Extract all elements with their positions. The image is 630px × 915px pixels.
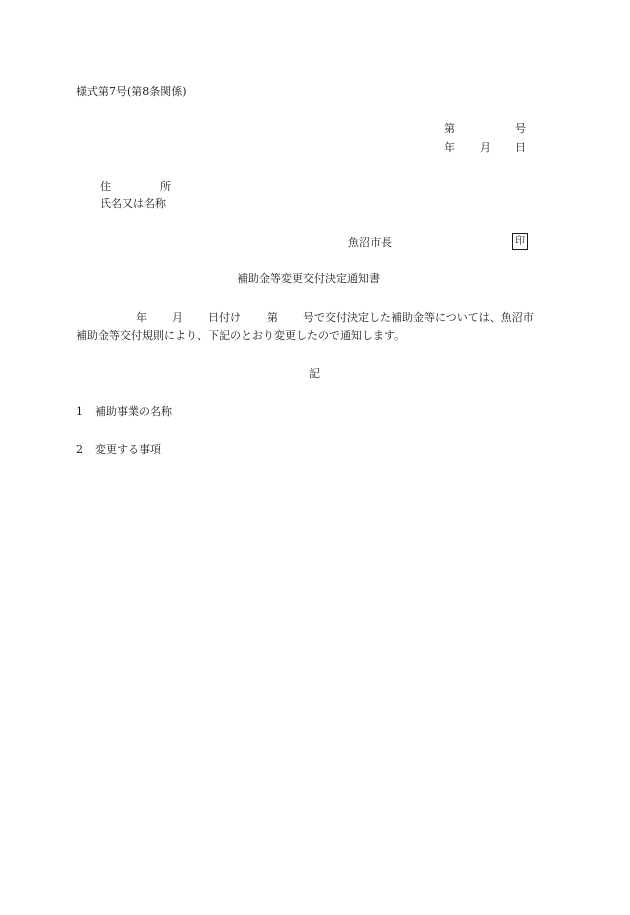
body-line1-rest: 号で交付決定した補助金等については、魚沼市 bbox=[303, 311, 534, 324]
document-title: 補助金等変更交付決定通知書 bbox=[237, 272, 380, 285]
doc-date-month: 月 bbox=[480, 141, 491, 154]
body-month: 月 bbox=[172, 311, 183, 324]
body-year: 年 bbox=[136, 311, 147, 324]
recipient-address-label-a: 住 bbox=[100, 180, 111, 193]
doc-date-day: 日 bbox=[515, 141, 526, 154]
doc-ref-gou: 号 bbox=[515, 122, 526, 135]
form-number: 様式第7号(第8条関係) bbox=[76, 85, 187, 98]
ki-heading: 記 bbox=[309, 367, 320, 380]
doc-date-year: 年 bbox=[444, 141, 455, 154]
issuer-title: 魚沼市長 bbox=[348, 236, 392, 249]
recipient-address-label-b: 所 bbox=[160, 180, 171, 193]
doc-ref-dai: 第 bbox=[444, 122, 455, 135]
item-number: 1 bbox=[76, 405, 83, 418]
body-dai: 第 bbox=[267, 311, 278, 324]
body-line2: 補助金等交付規則により、下記のとおり変更したので通知します。 bbox=[76, 329, 406, 342]
recipient-name-label: 氏名又は名称 bbox=[100, 197, 166, 210]
item-label: 補助事業の名称 bbox=[95, 405, 172, 418]
seal-mark: 印 bbox=[512, 233, 528, 250]
item-number: 2 bbox=[76, 443, 83, 456]
item-label: 変更する事項 bbox=[95, 443, 161, 456]
body-date-suffix: 日付け bbox=[208, 311, 241, 324]
